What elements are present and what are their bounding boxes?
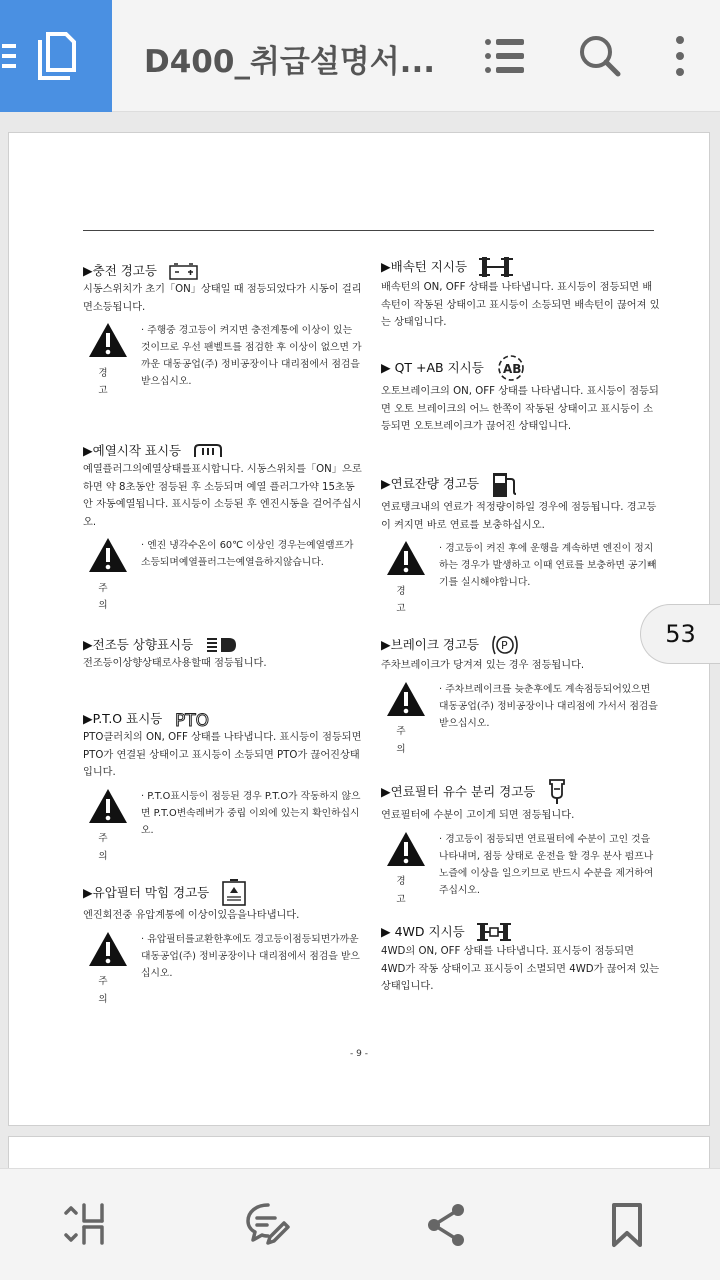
document-page	[8, 132, 710, 1126]
share-icon[interactable]	[424, 1201, 472, 1249]
svg-text:P: P	[501, 639, 508, 652]
caution-label: 주 의	[396, 726, 416, 755]
warning-text: · 주행중 경고등이 켜지면 충전계통에 이상이 있는 것이므로 우선 팬벨트를 점검한 후 이상이 없으면 가까운 대동공업(주) 정비공장이나 대리점에서 점검을받으십시오.	[141, 325, 362, 387]
section-double-speed-turn	[381, 255, 661, 332]
section-title: ▶P.T.O 표시등	[83, 711, 163, 726]
fuel-filter-icon	[547, 777, 567, 807]
section-body: 배속턴의 ON, OFF 상태를 나타냅니다. 표시등이 점등되면 배속턴이 작동된 상태이고 표시등이 소등되면 배속턴이 끊어져 있는 상태입니다.	[381, 282, 660, 328]
page-number: - 9 -	[350, 1049, 368, 1059]
double-speed-turn-icon	[479, 255, 513, 279]
hydraulic-filter-icon	[221, 879, 247, 907]
warning-label: 경 고	[98, 367, 118, 396]
section-body: 엔진회전중 유압계통에 이상이있음을나타냅니다.	[83, 910, 300, 921]
section-title: ▶연료잔량 경고등	[381, 476, 480, 491]
section-body: 전조등이상향상태로사용할때 점등됩니다.	[83, 658, 267, 669]
warning-triangle-icon	[88, 537, 128, 573]
section-fuel-level	[381, 469, 661, 618]
document-menu-button[interactable]	[0, 0, 112, 112]
caution-label: 주 의	[98, 833, 118, 862]
section-charge-warning	[83, 261, 363, 400]
4wd-icon	[477, 921, 511, 943]
section-title: ▶전조등 상향표시등	[83, 637, 194, 652]
battery-icon	[169, 262, 199, 280]
comment-edit-icon[interactable]	[244, 1201, 292, 1249]
page-jump-icon[interactable]	[62, 1201, 110, 1249]
auto-brake-icon	[496, 353, 526, 383]
section-pto	[83, 709, 363, 865]
caution-box	[83, 537, 363, 615]
warning-box	[381, 831, 661, 909]
glow-plug-icon	[193, 443, 223, 459]
page-divider	[83, 230, 654, 231]
section-4wd	[381, 921, 661, 996]
section-body: 연료탱크내의 연료가 적정량이하일 경우에 점등됩니다. 경고등이 켜지면 바로 연료를 보충하십시오.	[381, 502, 657, 531]
section-title: ▶유압필터 막힘 경고등	[83, 885, 210, 900]
section-title: ▶ 4WD 지시등	[381, 924, 465, 939]
parking-brake-icon	[491, 633, 519, 657]
section-qt-ab	[381, 353, 661, 436]
document-icon	[0, 0, 112, 112]
section-body: 예열플러그의예열상태를표시합니다. 시동스위치를「ON」으로 하면 약 8초동안 점등된 후 소등되며 예열 플러그가약 15초동안 자동예열됩니다. 표시등이 소등된 후 엔진시동을 걸어주십시오.	[83, 464, 362, 528]
section-title: ▶연료필터 유수 분리 경고등	[381, 784, 536, 799]
warning-text: · 경고등이 켜진 후에 운행을 계속하면 엔진이 정지하는 경우가 발생하고 이때 연료를 보충하면 공기빼기를 실시해야합니다.	[439, 543, 657, 588]
caution-label: 주 의	[98, 582, 118, 611]
section-body: 주차브레이크가 당겨져 있는 경우 점등됩니다.	[381, 660, 585, 671]
fuel-pump-icon	[491, 469, 519, 499]
search-icon[interactable]	[576, 32, 624, 80]
section-body: PTO클러치의 ON, OFF 상태를 나타냅니다. 표시등이 점등되면 PTO가 연결된 상태이고 표시등이 소등되면 PTO가 끊어진상태입니다.	[83, 732, 362, 778]
warning-triangle-icon	[386, 831, 426, 867]
warning-triangle-icon	[386, 681, 426, 717]
pto-icon	[174, 710, 214, 728]
section-brake-warning	[381, 633, 661, 758]
warning-triangle-icon	[386, 540, 426, 576]
caution-text: · 유압필터를교환한후에도 경고등이점등되면가까운 대동공업(주) 정비공장이나 대리점에서 점검을 받으십시오.	[141, 933, 360, 979]
bookmark-icon[interactable]	[604, 1201, 652, 1249]
warning-box	[83, 322, 363, 400]
section-body: 시동스위치가 초기「ON」상태일 때 점등되었다가 시동이 걸리면소등됩니다.	[83, 284, 362, 313]
caution-text: · 주차브레이크를 늦춘후에도 계속점등되어있으면 대동공업(주) 정비공장이나 대리점에 가서서 점검을받으십시오.	[439, 683, 658, 729]
svg-text:PTO: PTO	[175, 711, 210, 728]
warning-text: · 경고등이 점등되면 연료필터에 수분이 고인 것을 나타내며, 점등 상태로 운전을 할 경우 분사 펌프나 노즐에 이상을 일으키므로 반드시 수분을 제거하여주십시오.	[439, 833, 654, 896]
caution-text: · 엔진 냉각수온이 60℃ 이상인 경우는예열램프가 소등되며예열플러그는예열을하지않습니다.	[141, 540, 354, 568]
list-icon[interactable]	[482, 32, 530, 80]
caution-text: · P.T.O표시등이 점등된 경우 P.T.O가 작동하지 않으면 P.T.O변속레버가 중립 이외에 있는지 확인하십시오.	[141, 790, 361, 836]
section-high-beam	[83, 635, 363, 673]
caution-box	[83, 788, 363, 866]
svg-text:AB: AB	[502, 362, 522, 376]
caution-label: 주 의	[98, 976, 118, 1005]
more-vert-icon[interactable]	[656, 32, 704, 80]
section-body: 4WD의 ON, OFF 상태를 나타냅니다. 표시등이 점등되면 4WD가 작동 상태이고 표시등이 소멸되면 4WD가 끊어져 있는 상태입니다.	[381, 946, 660, 992]
warning-label: 경 고	[396, 876, 416, 905]
section-body: 오토브레이크의 ON, OFF 상태를 나타냅니다. 표시등이 점등되면 오토 브레이크의 어느 한쪽이 작동된 상태이고 표시등이 소등되면 오토브레이크가 끊어진 상태입니다.	[381, 386, 659, 432]
warning-box	[381, 540, 661, 618]
section-title: ▶충전 경고등	[83, 263, 157, 278]
section-title: ▶브레이크 경고등	[381, 637, 480, 652]
section-title: ▶예열시작 표시등	[83, 443, 182, 458]
section-hydraulic-filter	[83, 879, 363, 1008]
section-preheat	[83, 441, 363, 615]
high-beam-icon	[205, 636, 237, 654]
section-title: ▶ QT +AB 지시등	[381, 360, 484, 375]
section-title: ▶배속턴 지시등	[381, 259, 468, 274]
warning-label: 경 고	[396, 585, 416, 614]
top-toolbar	[0, 0, 720, 112]
page-indicator-bubble[interactable]: 53	[640, 604, 720, 664]
caution-box	[83, 931, 363, 1009]
bottom-toolbar	[0, 1168, 720, 1280]
section-body: 연료필터에 수분이 고이게 되면 점등됩니다.	[381, 810, 575, 821]
caution-box	[381, 681, 661, 759]
section-fuel-filter-water	[381, 777, 661, 908]
document-title: D400_취급설명서...	[144, 44, 436, 80]
warning-triangle-icon	[88, 931, 128, 967]
warning-triangle-icon	[88, 788, 128, 824]
warning-triangle-icon	[88, 322, 128, 358]
